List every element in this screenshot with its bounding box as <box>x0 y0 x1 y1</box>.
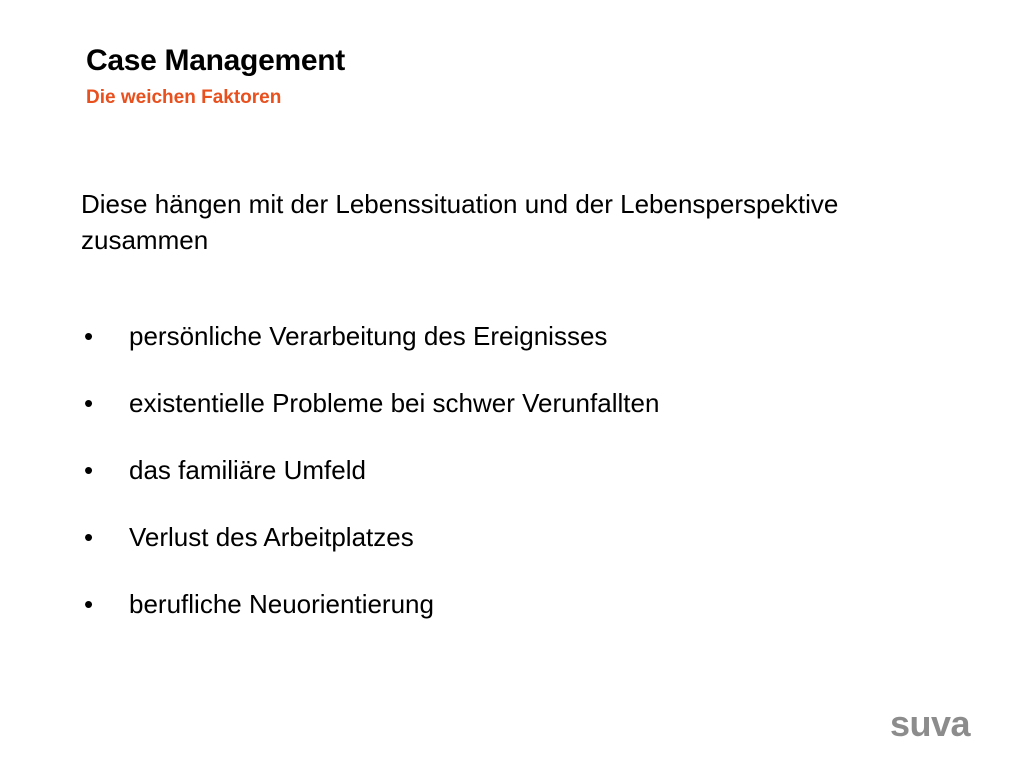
bullet-text: persönliche Verarbeitung des Ereignisses <box>129 321 608 351</box>
bullet-text: Verlust des Arbeitplatzes <box>129 522 414 552</box>
bullet-icon: • <box>84 388 94 418</box>
bullet-text: existentielle Probleme bei schwer Verunfallten <box>129 388 660 418</box>
bullet-icon: • <box>84 455 94 485</box>
bullet-icon: • <box>84 522 94 552</box>
bullet-text: das familiäre Umfeld <box>129 455 366 485</box>
bullet-text: berufliche Neuorientierung <box>129 589 434 619</box>
slide-subtitle: Die weichen Faktoren <box>86 87 282 108</box>
bullet-icon: • <box>84 589 94 619</box>
suva-logo: suva <box>890 703 971 744</box>
bullet-icon: • <box>84 321 94 351</box>
slide-title: Case Management <box>86 44 345 77</box>
intro-paragraph: Diese hängen mit der Lebenssituation und der Lebensperspektive zusammen <box>81 189 839 255</box>
